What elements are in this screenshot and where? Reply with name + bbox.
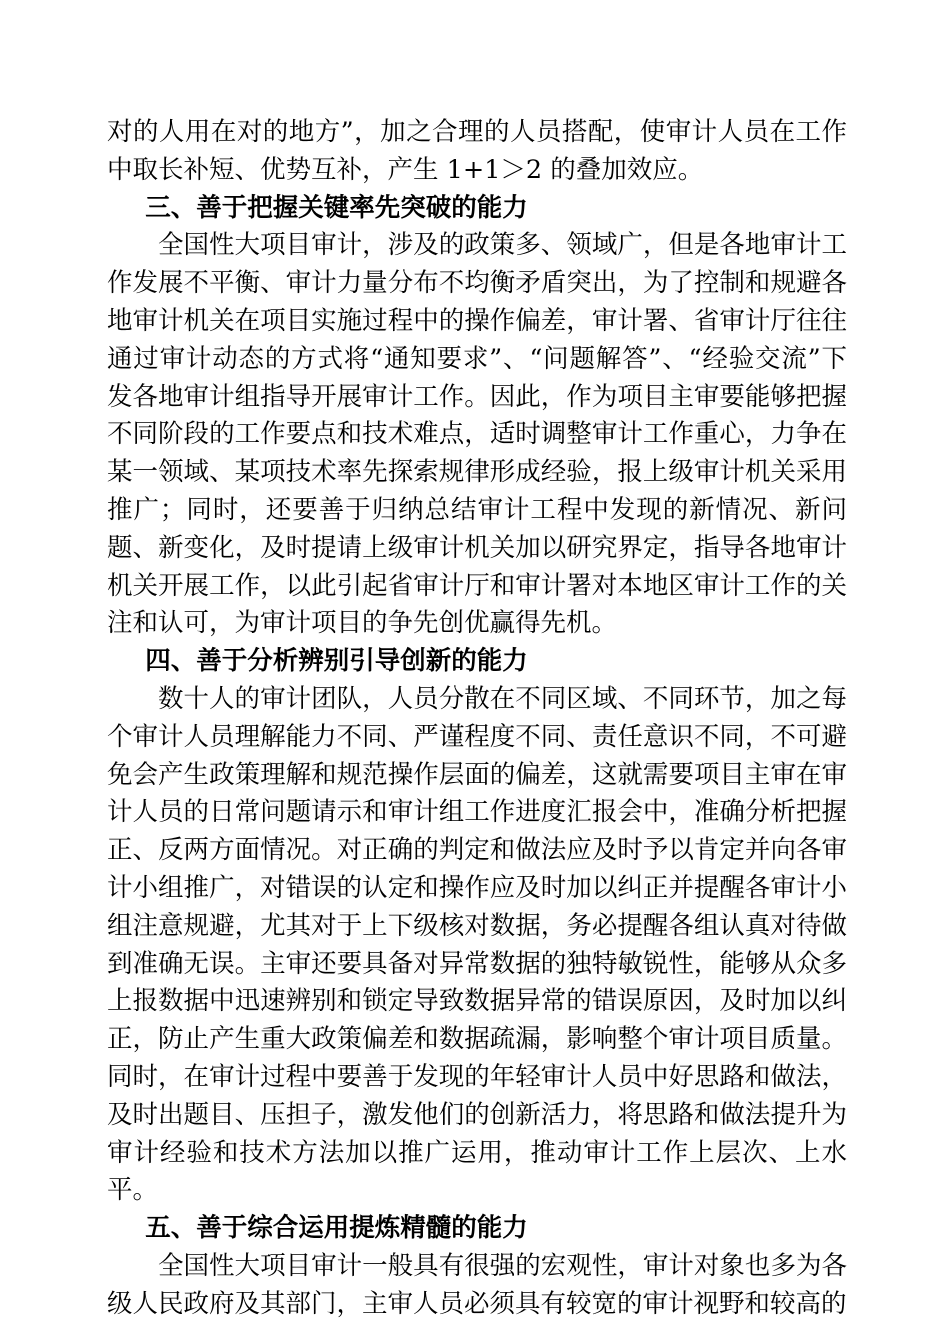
body-paragraph: 对的人用在对的地方”，加之合理的人员搭配，使审计人员在工作中取长补短、优势互补，产生 1+1＞2 的叠加效应。 <box>107 117 847 185</box>
section-heading: 五、善于综合运用提炼精髓的能力 <box>145 1213 528 1244</box>
body-paragraph: 数十人的审计团队，人员分散在不同区域、不同环节，加之每个审计人员理解能力不同、严谨程度不同、责任意识不同，不可避免会产生政策理解和规范操作层面的偏差，这就需要项目主审在审计人员的日常问题请示和审计组工作进度汇报会中，准确分析把握正、反两方面情况。对正确的判定和做法应及时予以肯定并向各审计小组推广，对错误的认定和操作应及时加以纠正并提醒各审计小组注意规避，尤其对于上下级核对数据，务必提醒各组认真对待做到准确无误。主审还要具备对异常数据的独特敏锐性，能够从众多上报数据中迅速辨别和锁定导致数据异常的错误原因，及时加以纠正，防止产生重大政策偏差和数据疏漏，影响整个审计项目质量。同时，在审计过程中要善于发现的年轻审计人员中好思路和做法，及时出题目、压担子，激发他们的创新活力，将思路和做法提升为审计经验和技术方法加以推广运用，推动审计工作上层次、上水平。 <box>107 683 847 1206</box>
document-page <box>107 114 847 1324</box>
section-heading: 四、善于分析辨别引导创新的能力 <box>145 646 528 677</box>
section-heading: 三、善于把握关键率先突破的能力 <box>145 192 528 223</box>
body-paragraph: 全国性大项目审计一般具有很强的宏观性，审计对象也多为各级人民政府及其部门，主审人员必须具有较宽的审计视野和较高的 <box>107 1250 847 1319</box>
body-paragraph: 全国性大项目审计，涉及的政策多、领域广，但是各地审计工作发展不平衡、审计力量分布不均衡矛盾突出，为了控制和规避各地审计机关在项目实施过程中的操作偏差，审计署、省审计厅往往通过审计动态的方式将“通知要求”、“问题解答”、“经验交流”下发各地审计组指导开展审计工作。因此，作为项目主审要能够把握不同阶段的工作要点和技术难点，适时调整审计工作重心，力争在某一领域、某项技术率先探索规律形成经验，报上级审计机关采用推广；同时，还要善于归纳总结审计工程中发现的新情况、新问题、新变化，及时提请上级审计机关加以研究界定，指导各地审计机关开展工作，以此引起省审计厅和审计署对本地区审计工作的关注和认可，为审计项目的争先创优赢得先机。 <box>107 230 847 639</box>
